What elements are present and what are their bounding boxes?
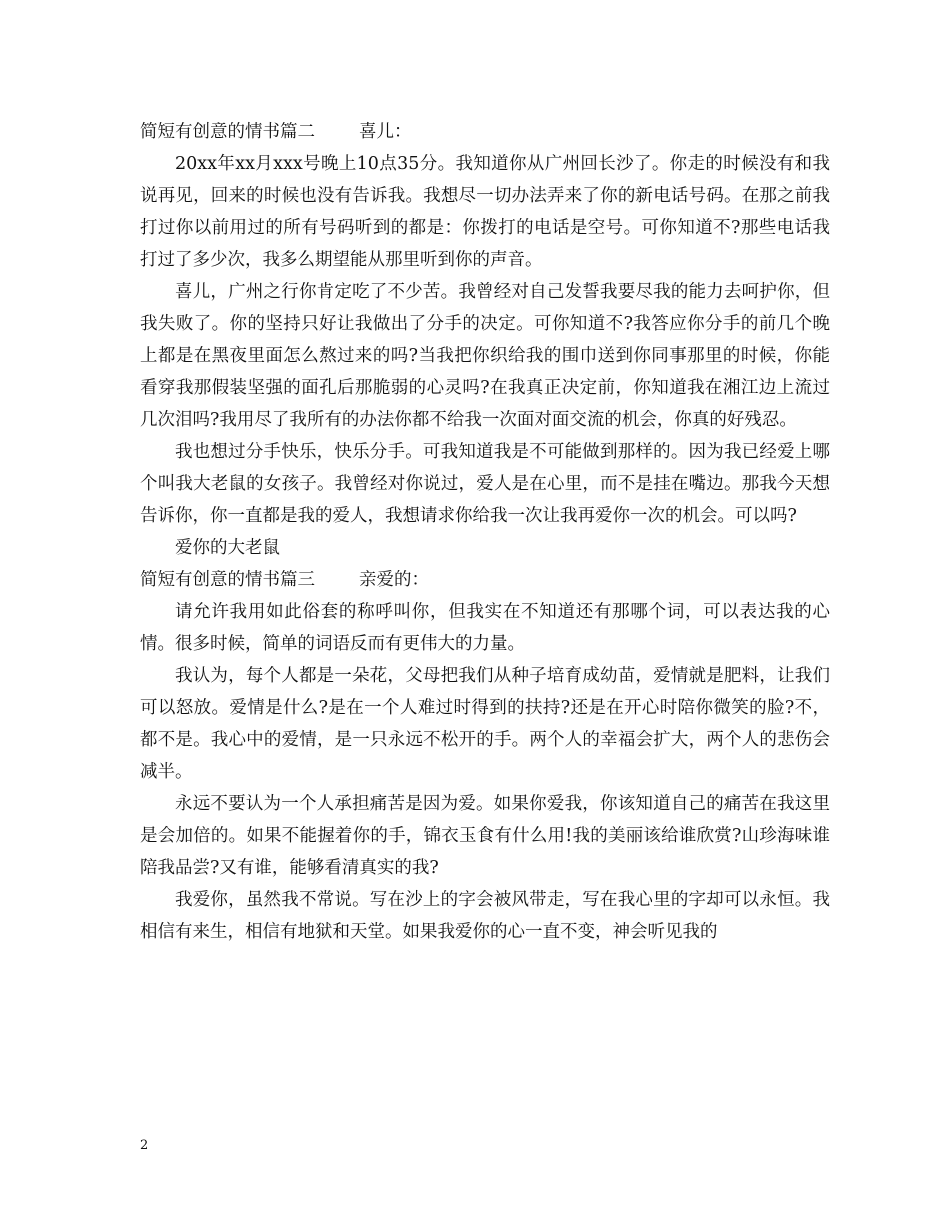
- letter-greeting: 喜儿：: [359, 122, 412, 142]
- document-body: [140, 116, 830, 948]
- paragraph: 我也想过分手快乐，快乐分手。可我知道我是不可能做到那样的。因为我已经爱上哪个叫我大老鼠的女孩子。我曾经对你说过，爱人是在心里，而不是挂在嘴边。那我今天想告诉你，你一直都是我的爱人，我想请求你给我一次让我再爱你一次的机会。可以吗?: [140, 442, 830, 526]
- page-number: 2: [140, 1138, 149, 1153]
- letter-signature: 爱你的大老鼠: [175, 538, 280, 558]
- paragraph: 喜儿，广州之行你肯定吃了不少苦。我曾经对自己发誓我要尽我的能力去呵护你，但我失败了。你的坚持只好让我做出了分手的决定。可你知道不?我答应你分手的前几个晚上都是在黑夜里面怎么熬过来的吗?当我把你织给我的围巾送到你同事那里的时候，你能看穿我那假装坚强的面孔后那脆弱的心灵吗?在我真正决定前，你知道我在湘江边上流过几次泪吗?我用尽了我所有的办法你都不给我一次面对面交流的机会，你真的好残忍。: [140, 282, 830, 430]
- letter-greeting: 亲爱的：: [359, 570, 429, 590]
- section-title: 简短有创意的情书篇三: [140, 570, 315, 590]
- section-heading: [140, 116, 830, 148]
- paragraph: 永远不要认为一个人承担痛苦是因为爱。如果你爱我，你该知道自己的痛苦在我这里是会加倍的。如果不能握着你的手，锦衣玉食有什么用!我的美丽该给谁欣赏?山珍海味谁陪我品尝?又有谁，能够看清真实的我?: [140, 794, 830, 878]
- paragraph: 请允许我用如此俗套的称呼叫你，但我实在不知道还有那哪个词，可以表达我的心情。很多时候，简单的词语反而有更伟大的力量。: [140, 602, 830, 654]
- paragraph: 20xx年xx月xxx号晚上10点35分。我知道你从广州回长沙了。你走的时候没有和我说再见，回来的时候也没有告诉我。我想尽一切办法弄来了你的新电话号码。在那之前我打过你以前用过的所有号码听到的都是：你拨打的电话是空号。可你知道不?那些电话我打过了多少次，我多么期望能从那里听到你的声音。: [140, 154, 830, 270]
- section-heading: [140, 564, 830, 596]
- section-title: 简短有创意的情书篇二: [140, 122, 315, 142]
- paragraph: 我爱你，虽然我不常说。写在沙上的字会被风带走，写在我心里的字却可以永恒。我相信有来生，相信有地狱和天堂。如果我爱你的心一直不变，神会听见我的: [140, 890, 830, 942]
- paragraph: 我认为，每个人都是一朵花，父母把我们从种子培育成幼苗，爱情就是肥料，让我们可以怒放。爱情是什么?是在一个人难过时得到的扶持?还是在开心时陪你微笑的脸?不，都不是。我心中的爱情，是一只永远不松开的手。两个人的幸福会扩大，两个人的悲伤会减半。: [140, 666, 830, 782]
